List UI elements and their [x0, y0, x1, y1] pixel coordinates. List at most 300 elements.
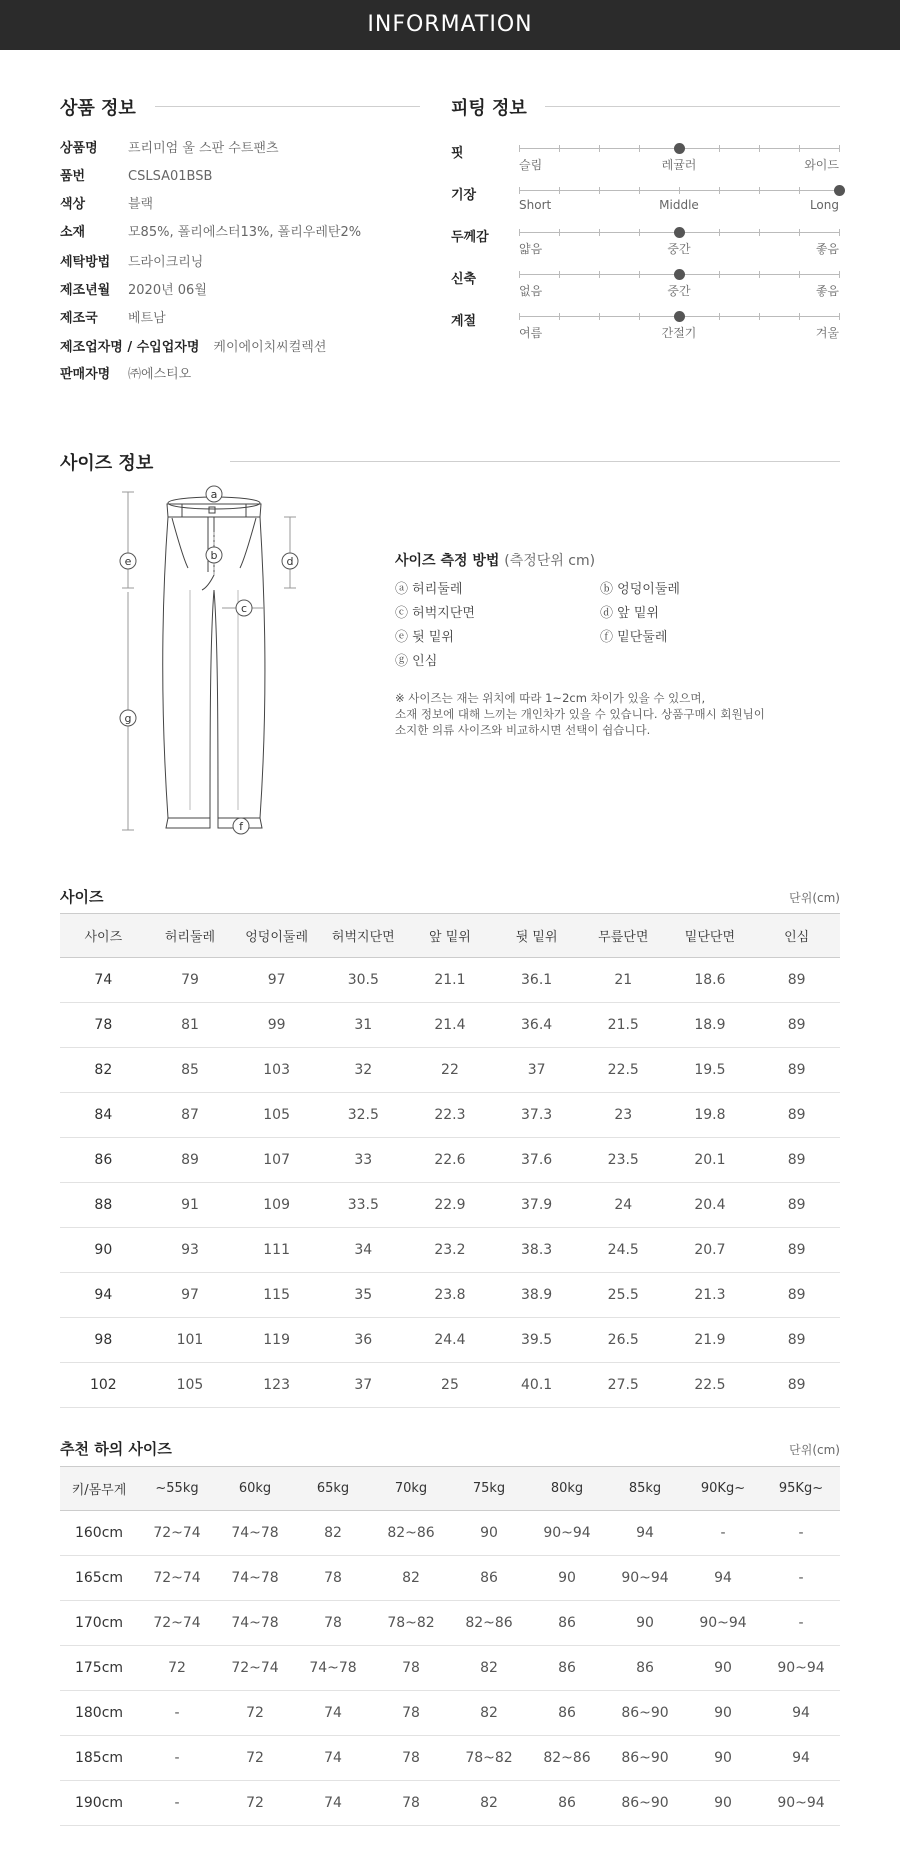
fitting-option-label: 간절기: [661, 326, 697, 340]
table-cell: 82: [450, 1691, 528, 1736]
table-row: [60, 1511, 840, 1556]
fitting-row-label: 핏: [451, 146, 464, 161]
fitting-scale-tick: [639, 145, 640, 152]
table-cell: 90~94: [606, 1556, 684, 1601]
fitting-scale-tick: [759, 229, 760, 236]
table-cell: 90: [60, 1228, 147, 1273]
table-cell: 74~78: [216, 1556, 294, 1601]
product-info-value: 프리미엄 울 스판 수트팬츠: [128, 141, 279, 156]
table-cell: 27.5: [580, 1363, 667, 1408]
table-cell: 109: [233, 1183, 320, 1228]
table-cell: 90: [684, 1646, 762, 1691]
svg-text:d: d: [286, 555, 294, 568]
table-cell: 35: [320, 1273, 407, 1318]
size-table: [60, 913, 840, 1408]
table-cell: 21.1: [407, 958, 494, 1003]
product-info-value: CSLSA01BSB: [128, 169, 213, 184]
fitting-scale-tick: [639, 229, 640, 236]
table-cell: 40.1: [493, 1363, 580, 1408]
fitting-level-dot: [674, 311, 685, 322]
table-row: [60, 1093, 840, 1138]
table-cell: 37.9: [493, 1183, 580, 1228]
table-cell: 90: [684, 1781, 762, 1826]
measure-item-mark: ⓐ: [395, 582, 409, 597]
fitting-option-label: 중간: [667, 284, 691, 298]
table-cell: 90~94: [528, 1511, 606, 1556]
table-cell: 190cm: [60, 1781, 138, 1826]
measure-method-title: [395, 550, 595, 570]
measure-item-label: 앞 밑위: [617, 606, 659, 621]
fitting-scale-tick: [759, 313, 760, 320]
fitting-scale-tick: [559, 229, 560, 236]
fitting-scale-track: [519, 316, 839, 317]
measure-item-mark: ⓓ: [600, 606, 614, 621]
table-cell: 82: [60, 1048, 147, 1093]
table-cell: 21.9: [667, 1318, 754, 1363]
product-info-value: 베트남: [128, 311, 166, 326]
measure-method-unit: (측정단위 cm): [504, 553, 596, 569]
fitting-scale-tick: [719, 229, 720, 236]
product-info-divider: [155, 106, 420, 107]
table-cell: 89: [147, 1138, 234, 1183]
size-info-divider: [230, 461, 840, 462]
measure-item-mark: ⓔ: [395, 630, 409, 645]
table-header-cell: 90Kg~: [684, 1467, 762, 1511]
table-cell: 90: [450, 1511, 528, 1556]
table-cell: 74: [60, 958, 147, 1003]
table-cell: 34: [320, 1228, 407, 1273]
table-cell: 78~82: [450, 1736, 528, 1781]
fitting-scale-tick: [559, 187, 560, 194]
table-cell: -: [138, 1691, 216, 1736]
table-cell: 78: [372, 1646, 450, 1691]
table-cell: 33: [320, 1138, 407, 1183]
table-row: [60, 1736, 840, 1781]
recommend-table-unit: 단위(cm): [789, 1443, 840, 1457]
table-cell: 86: [528, 1601, 606, 1646]
table-cell: 72~74: [216, 1646, 294, 1691]
fitting-scale-track: [519, 190, 839, 191]
table-row: [60, 1601, 840, 1646]
fitting-option-label: 슬림: [519, 158, 543, 172]
product-info-value: 드라이크리닝: [128, 255, 204, 270]
table-cell: 38.3: [493, 1228, 580, 1273]
table-cell: 21.5: [580, 1003, 667, 1048]
fitting-scale-tick: [799, 187, 800, 194]
fitting-scale-tick: [559, 313, 560, 320]
measure-item-mark: ⓖ: [395, 654, 409, 669]
table-cell: 78: [60, 1003, 147, 1048]
table-row: [60, 958, 840, 1003]
table-header-cell: 키/몸무게: [60, 1467, 138, 1511]
table-cell: 21: [580, 958, 667, 1003]
diagram-letter-b: [206, 547, 222, 563]
fitting-scale-tick: [519, 313, 520, 320]
table-cell: 72: [216, 1691, 294, 1736]
fitting-option-label: 레귤러: [661, 158, 697, 172]
table-header-cell: 75kg: [450, 1467, 528, 1511]
size-table-unit: 단위(cm): [789, 891, 840, 905]
product-info-row: [60, 223, 361, 243]
recommend-table-header: [60, 1467, 840, 1511]
table-cell: 72~74: [138, 1556, 216, 1601]
table-cell: 89: [753, 958, 840, 1003]
measure-method-label: 사이즈 측정 방법: [395, 553, 500, 569]
table-cell: 97: [147, 1273, 234, 1318]
measure-item-mark: ⓕ: [600, 630, 614, 645]
table-header-cell: 85kg: [606, 1467, 684, 1511]
table-cell: 84: [60, 1093, 147, 1138]
table-cell: 37.3: [493, 1093, 580, 1138]
fitting-scale-tick: [839, 313, 840, 320]
table-cell: 32.5: [320, 1093, 407, 1138]
table-row: [60, 1273, 840, 1318]
fitting-scale-tick: [599, 187, 600, 194]
page-header: [0, 0, 900, 50]
fitting-option-label: 좋음: [815, 284, 839, 298]
fitting-scale-tick: [799, 229, 800, 236]
table-cell: 72: [138, 1646, 216, 1691]
svg-text:g: g: [124, 712, 132, 725]
diagram-letter-c: [236, 600, 252, 616]
table-cell: 93: [147, 1228, 234, 1273]
table-cell: 79: [147, 958, 234, 1003]
fitting-option-label: 여름: [519, 326, 543, 340]
table-cell: 97: [233, 958, 320, 1003]
table-cell: 74: [294, 1736, 372, 1781]
product-info-row: [60, 139, 279, 159]
table-row: [60, 1318, 840, 1363]
table-cell: 94: [606, 1511, 684, 1556]
table-cell: 78: [294, 1601, 372, 1646]
fitting-scale-tick: [639, 271, 640, 278]
fitting-scale-tick: [759, 271, 760, 278]
fitting-option-label: 없음: [519, 284, 543, 298]
fitting-scale-track: [519, 148, 839, 149]
table-cell: 72~74: [138, 1601, 216, 1646]
measure-item-mark: ⓑ: [600, 582, 614, 597]
product-info-value: ㈜에스티오: [128, 367, 192, 382]
table-cell: 33.5: [320, 1183, 407, 1228]
table-cell: 82: [450, 1781, 528, 1826]
table-cell: 85: [147, 1048, 234, 1093]
table-cell: 30.5: [320, 958, 407, 1003]
table-cell: 87: [147, 1093, 234, 1138]
table-cell: 89: [753, 1093, 840, 1138]
table-cell: 19.5: [667, 1048, 754, 1093]
table-cell: 86~90: [606, 1781, 684, 1826]
fitting-row-label: 두께감: [451, 230, 489, 245]
product-info-row: [60, 167, 212, 187]
table-cell: 82: [372, 1556, 450, 1601]
table-cell: 23.2: [407, 1228, 494, 1273]
fitting-level-dot: [834, 185, 845, 196]
size-table-title: 사이즈: [60, 888, 104, 906]
measure-item-label: 허벅지단면: [412, 606, 475, 621]
measure-item: [600, 578, 680, 597]
table-cell: 24: [580, 1183, 667, 1228]
table-cell: 78: [372, 1691, 450, 1736]
table-cell: 18.6: [667, 958, 754, 1003]
table-cell: 18.9: [667, 1003, 754, 1048]
svg-text:b: b: [210, 549, 218, 562]
fitting-row-label: 계절: [451, 314, 477, 329]
product-info-value: 블랙: [128, 197, 154, 212]
table-cell: 89: [753, 1183, 840, 1228]
table-cell: 36.4: [493, 1003, 580, 1048]
fitting-scale-tick: [799, 271, 800, 278]
svg-text:c: c: [240, 602, 248, 615]
table-cell: 90~94: [684, 1601, 762, 1646]
table-cell: 78: [372, 1781, 450, 1826]
table-cell: 86: [528, 1646, 606, 1691]
product-info-title: 상품 정보: [60, 98, 136, 119]
fitting-scale-tick: [679, 187, 680, 194]
product-info-label: 제조국: [60, 311, 98, 326]
table-cell: 22.6: [407, 1138, 494, 1183]
table-row: [60, 1781, 840, 1826]
table-cell: 94: [684, 1556, 762, 1601]
table-row: [60, 1048, 840, 1093]
table-cell: 160cm: [60, 1511, 138, 1556]
table-cell: 74~78: [294, 1646, 372, 1691]
table-cell: 25.5: [580, 1273, 667, 1318]
table-header-cell: 무릎단면: [580, 914, 667, 958]
table-cell: 72: [216, 1781, 294, 1826]
product-info-row: [60, 281, 207, 301]
fitting-scale-tick: [639, 187, 640, 194]
fitting-scale-tick: [719, 313, 720, 320]
diagram-letter-a: [206, 486, 222, 502]
fitting-scale-tick: [519, 271, 520, 278]
table-cell: 74~78: [216, 1511, 294, 1556]
table-cell: 86~90: [606, 1691, 684, 1736]
product-info-label: 판매자명: [60, 367, 111, 382]
diagram-letter-e: [120, 553, 136, 569]
table-header-cell: 앞 밑위: [407, 914, 494, 958]
table-cell: 89: [753, 1228, 840, 1273]
table-cell: 123: [233, 1363, 320, 1408]
table-cell: 26.5: [580, 1318, 667, 1363]
fitting-scale-tick: [759, 187, 760, 194]
table-cell: 185cm: [60, 1736, 138, 1781]
diagram-letter-f: [233, 818, 249, 834]
table-cell: 90~94: [762, 1781, 840, 1826]
svg-text:e: e: [124, 555, 132, 568]
pants-diagram: [110, 480, 310, 840]
product-info-label: 제조업자명 / 수입업자명: [60, 340, 200, 355]
measure-item-label: 인심: [412, 654, 438, 669]
table-cell: 38.9: [493, 1273, 580, 1318]
fitting-level-dot: [674, 269, 685, 280]
header-title: INFORMATION: [367, 12, 533, 37]
table-cell: 91: [147, 1183, 234, 1228]
table-header-cell: ~55kg: [138, 1467, 216, 1511]
table-cell: 90~94: [762, 1646, 840, 1691]
table-cell: 36: [320, 1318, 407, 1363]
table-cell: 31: [320, 1003, 407, 1048]
measure-item-label: 엉덩이둘레: [617, 582, 680, 597]
table-cell: 86: [606, 1646, 684, 1691]
table-cell: 82~86: [528, 1736, 606, 1781]
product-info-value: 모85%, 폴리에스터13%, 폴리우레탄2%: [128, 225, 362, 240]
svg-text:f: f: [239, 820, 243, 833]
fitting-scale-tick: [559, 145, 560, 152]
fitting-option-label: 와이드: [804, 158, 839, 172]
table-cell: 115: [233, 1273, 320, 1318]
product-info-value: 케이에이치씨컬렉션: [213, 340, 327, 355]
table-cell: -: [762, 1601, 840, 1646]
table-cell: 107: [233, 1138, 320, 1183]
fitting-scale-tick: [719, 187, 720, 194]
table-cell: -: [762, 1511, 840, 1556]
svg-text:a: a: [210, 488, 218, 501]
table-cell: 94: [60, 1273, 147, 1318]
table-cell: 86: [450, 1556, 528, 1601]
table-cell: 22: [407, 1048, 494, 1093]
size-note-line: ※ 사이즈는 재는 위치에 따라 1~2cm 차이가 있을 수 있으며,: [395, 691, 706, 705]
table-header-cell: 인심: [753, 914, 840, 958]
fitting-scale-tick: [799, 313, 800, 320]
diagram-letter-d: [282, 553, 298, 569]
table-cell: 90: [684, 1736, 762, 1781]
table-cell: 22.9: [407, 1183, 494, 1228]
table-cell: 86: [528, 1691, 606, 1736]
product-info-row: [60, 338, 326, 358]
size-info-title: 사이즈 정보: [60, 453, 154, 474]
table-cell: 74~78: [216, 1601, 294, 1646]
table-header-cell: 밑단단면: [667, 914, 754, 958]
table-cell: 170cm: [60, 1601, 138, 1646]
table-row: [60, 1228, 840, 1273]
table-cell: 88: [60, 1183, 147, 1228]
table-cell: 74: [294, 1691, 372, 1736]
table-cell: 82: [450, 1646, 528, 1691]
product-info-label: 색상: [60, 197, 86, 212]
recommend-table-title: 추천 하의 사이즈: [60, 1440, 172, 1458]
fitting-option-label: 좋음: [815, 242, 839, 256]
table-cell: 90: [684, 1691, 762, 1736]
size-note: [395, 690, 765, 738]
table-cell: 101: [147, 1318, 234, 1363]
table-cell: -: [762, 1556, 840, 1601]
table-header-cell: 뒷 밑위: [493, 914, 580, 958]
table-row: [60, 1556, 840, 1601]
table-cell: 82~86: [450, 1601, 528, 1646]
table-cell: 72: [216, 1736, 294, 1781]
measure-item: [395, 602, 475, 621]
fitting-scale-tick: [719, 271, 720, 278]
table-cell: 89: [753, 1003, 840, 1048]
table-cell: 74: [294, 1781, 372, 1826]
fitting-scale-tick: [599, 145, 600, 152]
table-cell: 81: [147, 1003, 234, 1048]
product-info-label: 상품명: [60, 141, 98, 156]
fitting-info-divider: [545, 106, 840, 107]
table-header-cell: 95Kg~: [762, 1467, 840, 1511]
fitting-scale-tick: [839, 229, 840, 236]
size-note-line: 소재 정보에 대해 느끼는 개인차가 있을 수 있습니다. 상품구매시 회원님이: [395, 707, 765, 721]
table-header-cell: 60kg: [216, 1467, 294, 1511]
table-row: [60, 1183, 840, 1228]
table-cell: 20.4: [667, 1183, 754, 1228]
table-cell: 86: [60, 1138, 147, 1183]
table-row: [60, 1646, 840, 1691]
table-cell: 111: [233, 1228, 320, 1273]
product-info-value: 2020년 06월: [128, 283, 207, 298]
fitting-row-label: 기장: [451, 188, 477, 203]
table-row: [60, 1363, 840, 1408]
fitting-scale-tick: [639, 313, 640, 320]
table-cell: 20.7: [667, 1228, 754, 1273]
measure-item: [395, 650, 437, 669]
table-cell: 175cm: [60, 1646, 138, 1691]
fitting-option-label: Long: [809, 198, 839, 212]
measure-item: [600, 602, 659, 621]
fitting-scale-tick: [519, 187, 520, 194]
measure-item-label: 허리둘레: [412, 582, 463, 597]
table-row: [60, 1691, 840, 1736]
table-row: [60, 1003, 840, 1048]
table-cell: 165cm: [60, 1556, 138, 1601]
fitting-scale-tick: [839, 271, 840, 278]
fitting-level-dot: [674, 143, 685, 154]
measure-item: [395, 578, 462, 597]
table-cell: 82: [294, 1511, 372, 1556]
table-cell: 89: [753, 1048, 840, 1093]
table-header-cell: 70kg: [372, 1467, 450, 1511]
table-cell: 37: [493, 1048, 580, 1093]
table-cell: 25: [407, 1363, 494, 1408]
table-header-cell: 65kg: [294, 1467, 372, 1511]
table-cell: 23.8: [407, 1273, 494, 1318]
table-cell: 119: [233, 1318, 320, 1363]
table-cell: 89: [753, 1363, 840, 1408]
table-cell: 19.8: [667, 1093, 754, 1138]
product-info-row: [60, 309, 166, 329]
table-row: [60, 1138, 840, 1183]
product-info-row: [60, 365, 191, 385]
measure-item: [600, 626, 667, 645]
fitting-scale-tick: [519, 145, 520, 152]
measure-item-mark: ⓒ: [395, 606, 409, 621]
table-cell: -: [138, 1781, 216, 1826]
table-header-cell: 80kg: [528, 1467, 606, 1511]
fitting-level-dot: [674, 227, 685, 238]
table-cell: 105: [233, 1093, 320, 1138]
table-cell: 86: [528, 1781, 606, 1826]
fitting-option-label: Short: [519, 198, 552, 212]
table-cell: 39.5: [493, 1318, 580, 1363]
product-info-row: [60, 253, 203, 273]
table-cell: 22.3: [407, 1093, 494, 1138]
size-note-line: 소지한 의류 사이즈와 비교하시면 선택이 쉽습니다.: [395, 723, 651, 737]
table-cell: 89: [753, 1273, 840, 1318]
measure-item-label: 밑단둘레: [617, 630, 668, 645]
table-cell: 94: [762, 1691, 840, 1736]
table-cell: 90: [528, 1556, 606, 1601]
fitting-row-label: 신축: [451, 272, 477, 287]
table-cell: 94: [762, 1736, 840, 1781]
table-cell: 103: [233, 1048, 320, 1093]
table-cell: 89: [753, 1318, 840, 1363]
fitting-scale-tick: [599, 229, 600, 236]
table-cell: -: [138, 1736, 216, 1781]
fitting-scale-tick: [599, 313, 600, 320]
fitting-scale-track: [519, 274, 839, 275]
product-info-label: 제조년월: [60, 283, 111, 298]
table-cell: 98: [60, 1318, 147, 1363]
